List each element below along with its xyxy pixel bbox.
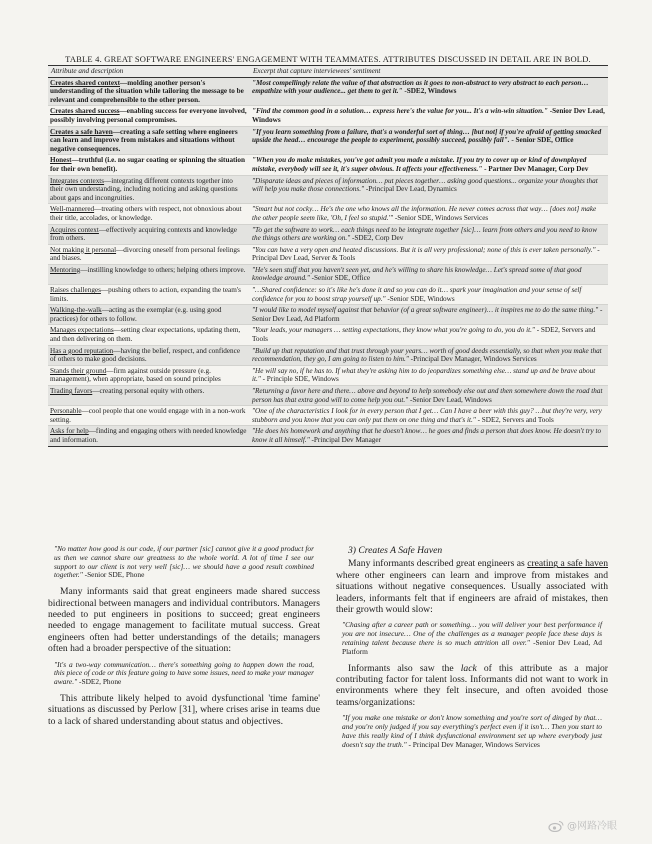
excerpt-quote: "…Shared confidence: so it's like he's done it and so you can do it… spark your imagination and your sense of self confidence for you to boost strap yourself up." (252, 286, 582, 303)
table-row (48, 365, 608, 385)
excerpt-cell (250, 305, 608, 325)
attribute-cell (48, 126, 250, 155)
attribute-desc: —creating a safe setting where engineers can learn and improve from mistakes and situations without negative consequences. (50, 127, 238, 153)
excerpt-source: -Principal Dev Lead, Server & Tools (252, 245, 600, 263)
quote-source: -SDE2, Phone (77, 677, 122, 687)
quote-text: "Chasing after a career path or something… you will deliver your best performance if you are not insecure… One of the challenges as a manager people face these days is retaining talent because there is so much attrition all over." (342, 620, 602, 648)
table-row (48, 386, 608, 406)
text-span: of this attribute as a major contributing factor for talent loss. Informants did not want to work in environments where they felt insecure, and often avoided those teams/organizations: (336, 662, 608, 708)
excerpt-source: -Principal Dev Manager (309, 435, 381, 444)
section-heading: 3) Creates A Safe Haven (348, 545, 443, 556)
attribute-term: Mentoring (50, 265, 81, 274)
attribute-term: Trading favors (50, 387, 93, 395)
excerpt-cell (250, 224, 608, 244)
attribute-term: Raises challenges (50, 286, 101, 295)
attribute-desc: —instilling knowledge to others; helping others improve. (80, 265, 246, 274)
attribute-cell (48, 175, 250, 204)
excerpt-source: - SDE2, Servers and Tools (252, 326, 596, 344)
excerpt-quote: "Find the common good in a solution… express here's the value for you... It's a win-win situation." (252, 107, 548, 116)
excerpt-source: -Senior SDE, Windows (385, 294, 455, 303)
table-row (48, 77, 608, 106)
left-column (48, 545, 320, 733)
table-header-row (48, 66, 608, 78)
block-quote (342, 714, 602, 749)
attribute-term: Well-mannered (50, 205, 95, 214)
excerpt-cell (250, 345, 608, 365)
paragraph (336, 558, 608, 615)
excerpt-source: -Senior Dev Lead, Ad Platform (252, 306, 603, 323)
quote-text: "It's a two-way communication… there's something going to happen down the road, this piece of code or this feature going to have some issues, need to make your manager aware." (54, 659, 314, 687)
attribute-term: Stands their ground (50, 366, 107, 375)
excerpt-source: -Senior Dev Lead, Windows (408, 395, 492, 404)
excerpt-source: -Principal Dev Manager, Windows Services (408, 355, 537, 364)
excerpt-quote: "To get the software to work… each things need to be integrate together [sic]… learn from others and you need to know the things others are working on." (252, 225, 597, 243)
excerpt-quote: "Smart but not cocky… He's the one who knows all the information. He never comes across that way… [does not] make the other people seem like, 'Oh, I feel so stupid.'" (252, 205, 597, 222)
table-row (48, 305, 608, 325)
attribute-term: Acquires context (50, 225, 99, 234)
excerpt-cell (250, 204, 608, 224)
table-row (48, 126, 608, 155)
attribute-desc: —cool people that one would engage with in a non-work setting. (50, 407, 246, 424)
table-caption: TABLE 4. GREAT SOFTWARE ENGINEERS' ENGAGEMENT WITH TEAMMATES. ATTRIBUTES DISCUSSED IN DETAIL ARE IN BOLD. (65, 54, 591, 64)
excerpt-cell (250, 365, 608, 385)
attribute-term: Personable (50, 407, 82, 416)
attribute-cell (48, 406, 250, 426)
quote-source: -Senior Dev Lead, Ad Platform (342, 638, 602, 656)
right-column (336, 545, 608, 755)
attribute-cell (48, 244, 250, 264)
attribute-term: Creates shared success (50, 107, 120, 116)
attribute-cell (48, 106, 250, 126)
excerpt-source: - SDE2, Servers and Tools (475, 415, 554, 424)
attribute-term: Manages expectations (50, 326, 114, 335)
excerpt-source: - Partner Dev Manager, Corp Dev (482, 164, 589, 173)
excerpt-cell (250, 386, 608, 406)
excerpt-quote: "Disparate ideas and pieces of information… put pieces together… asking good questions... organize your thoughts that will help you make those connections." (252, 176, 598, 194)
attribute-desc: —pushing others to action, expanding the team's limits. (50, 286, 241, 303)
table-row (48, 244, 608, 264)
excerpt-source: -Senior SDE, Office (309, 274, 371, 283)
excerpt-source: -SDE2, Corp Dev (350, 234, 404, 243)
excerpt-cell (250, 426, 608, 446)
table-row (48, 204, 608, 224)
excerpt-quote: "He's seen stuff that you haven't seen yet, and he's willing to share his knowledge… Let's spread some of that good knowledge around." (252, 265, 582, 283)
attribute-cell (48, 386, 250, 406)
attribute-desc: —enabling success for everyone involved, possibly involving personal compromises. (50, 107, 247, 124)
excerpt-quote: "If you learn something from a failure, that's a wonderful sort of thing… [but not] if you're afraid of getting smacked upside the head… encourage the people to experiment, possibly succeed, possibly fail". (252, 127, 602, 145)
table-row (48, 106, 608, 126)
attribute-cell (48, 224, 250, 244)
attribute-term: Asks for help (50, 427, 89, 436)
block-quote (342, 621, 602, 656)
table-row (48, 325, 608, 345)
attribute-cell (48, 77, 250, 106)
excerpt-quote: "You can have a very open and heated discussions. But it is all very professional; none of this is ever taken personally." (252, 245, 596, 254)
table-body (48, 77, 608, 446)
table-row (48, 155, 608, 175)
quote-text: "If you make one mistake or don't know something and you're sort of dinged by that… and you're only judged if you say everything's perfect even if it isn't… Then you start to have this really kind of I think dysfunctional environment set up where everybody just doesn't say the truth." (342, 713, 602, 749)
excerpt-quote: "He will say no, if he has to. If what they're asking him to do jeopardizes something else… stand up and be brave about it." (252, 366, 596, 384)
attribute-cell (48, 264, 250, 284)
text-span: Informants also saw the (348, 662, 461, 674)
attribute-desc: —effectively acquiring contexts and knowledge from others. (50, 225, 237, 243)
excerpt-source: -Senior Dev Lead, Windows (252, 107, 605, 124)
attribute-cell (48, 426, 250, 446)
attribute-term: Creates a safe haven (50, 127, 113, 136)
attribute-desc: —finding and engaging others with needed knowledge and information. (50, 427, 247, 444)
quote-text: "No matter how good is our code, if our partner [sic] cannot give it a good product for us then we cannot share our greatness to the whole world. A lot of time I see our support to our client is not very well [sic]… we should have a good result combined together." (54, 544, 314, 580)
excerpt-quote: "When you do make mistakes, you've got admit you made a mistake. If you try to cover up or kind of downplayed mistake, everybody will see it, it's super obvious. It affects your effectiveness." (252, 156, 587, 173)
excerpt-cell (250, 406, 608, 426)
excerpt-quote: "I would like to model myself against that behavior (of a great software engineer)… it inspires me to do the same thing." (252, 306, 599, 315)
excerpt-quote: "Your leads, your managers … setting expectations, they know what you're going to do, you do it." (252, 326, 535, 335)
excerpt-cell (250, 106, 608, 126)
attribute-term: Honest (50, 156, 72, 165)
excerpt-quote: "Returning a favor here and there… above and beyond to help somebody else out and then somewhere down the road that person has that extra good will to come help you out." (252, 387, 603, 404)
paragraph (336, 663, 608, 709)
attribute-cell (48, 155, 250, 175)
attribute-desc: —acting as the exemplar (e.g. using good practices) for others to follow. (50, 306, 222, 323)
attribute-term: Walking-the-walk (50, 306, 102, 315)
excerpt-quote: "Build up that reputation and that trust through your years… worth of good deeds essentially, so that when you make that recommendation, they go, I am going to listen to him." (252, 346, 602, 364)
attribute-desc: —treating others with respect, not obnoxious about their title, accolades, or knowledge. (50, 205, 242, 222)
quote-source: - Principal Dev Manager, Windows Services (406, 739, 540, 749)
block-quote (54, 545, 314, 580)
table-header-attribute: Attribute and description (48, 66, 250, 78)
table-row (48, 406, 608, 426)
attribute-desc: —firm against outside pressure (e.g. management), when appropriate, based on sound principles (50, 366, 221, 384)
excerpt-cell (250, 77, 608, 106)
table-row (48, 426, 608, 446)
excerpt-cell (250, 175, 608, 204)
excerpt-cell (250, 264, 608, 284)
attribute-cell (48, 345, 250, 365)
weibo-logo-icon (548, 820, 564, 832)
attribute-term: Integrates contexts (50, 176, 105, 185)
excerpt-cell (250, 126, 608, 155)
attribute-term: Not making it personal (50, 245, 117, 254)
text-span: Many informants described great engineers as (348, 558, 528, 570)
excerpt-cell (250, 244, 608, 264)
excerpt-source: - Senior SDE, Office (509, 136, 574, 145)
excerpt-cell (250, 285, 608, 305)
paragraph: This attribute likely helped to avoid dysfunctional 'time famine' situations as discussed by Perlow [31], where crises arise in teams due to a lack of shared understanding about status and objectives. (48, 693, 320, 727)
text-span: where other engineers can learn and improve from mistakes and situations without negative consequences. Usually associated with leaders, informants felt that if engineers are afraid of mistakes, then their growth would slow: (336, 569, 608, 616)
attributes-table (48, 65, 608, 447)
paragraph: Many informants said that great engineers made shared success bidirectional between managers and individual contributors. Managers needed to put engineers in positions to succeed; great engineers needed to engage management to facilitate mutual success. Great engineers often had better understandings of the details; managers often had a broader perspective of the situation: (48, 586, 320, 655)
attribute-cell (48, 285, 250, 305)
quote-source: -Senior SDE, Phone (82, 570, 145, 580)
table-row (48, 285, 608, 305)
attribute-desc: —truthful (i.e. no sugar coating or spinning the situation for their own benefit). (50, 156, 246, 173)
attribute-term: Creates shared context (50, 78, 120, 87)
excerpt-quote: "Most compellingly relate the value of that abstraction as it goes to non-abstract to very abstract to each person… empathize with your audience... get them to get it." (252, 78, 589, 96)
attribute-cell (48, 204, 250, 224)
watermark-text: @网路冷眼 (567, 821, 617, 832)
underlined-term: creating a safe haven (527, 558, 608, 570)
excerpt-source: -Senior SDE, Windows Services (393, 213, 489, 222)
attribute-cell (48, 325, 250, 345)
attribute-term: Has a good reputation (50, 346, 114, 355)
excerpt-cell (250, 325, 608, 345)
attribute-desc: —divorcing oneself from personal feelings and biases. (50, 245, 240, 263)
excerpt-quote: "One of the characteristics I look for in every person that I get… Can I have a beer with this guy? …but they're very, very stubborn and you know that you can only put them on one thing and that's it." (252, 407, 602, 424)
excerpt-cell (250, 155, 608, 175)
attribute-desc: —molding another person's understanding of the situation while tailoring the message to be relevant and comprehensible to the other person. (50, 78, 244, 104)
table-header-excerpt: Excerpt that capture interviewees' sentiment (250, 66, 608, 78)
excerpt-source: - Principle SDE, Windows (260, 375, 339, 384)
attribute-desc: —integrating different contexts together into their own understanding, including noticing and asking questions about gaps and incongruities. (50, 176, 238, 202)
excerpt-quote: "He does his homework and anything that he doesn't know… he goes and finds a person that does know. He doesn't try to know it all himself." (252, 427, 602, 444)
emphasis: lack (460, 662, 477, 674)
table-row (48, 224, 608, 244)
block-quote (54, 661, 314, 687)
excerpt-source: -Principal Dev Lead, Dynamics (364, 185, 457, 194)
table-row (48, 345, 608, 365)
table-row (48, 264, 608, 284)
watermark (548, 817, 617, 832)
attribute-desc: —creating personal equity with others. (92, 387, 205, 395)
attribute-cell (48, 305, 250, 325)
excerpt-source: -SDE2, Windows (402, 87, 457, 96)
table-row (48, 175, 608, 204)
attribute-desc: —setting clear expectations, updating them, and then delivering on them. (50, 326, 241, 344)
attribute-desc: —having the belief, respect, and confidence of others to make good decisions. (50, 346, 241, 364)
attribute-cell (48, 365, 250, 385)
